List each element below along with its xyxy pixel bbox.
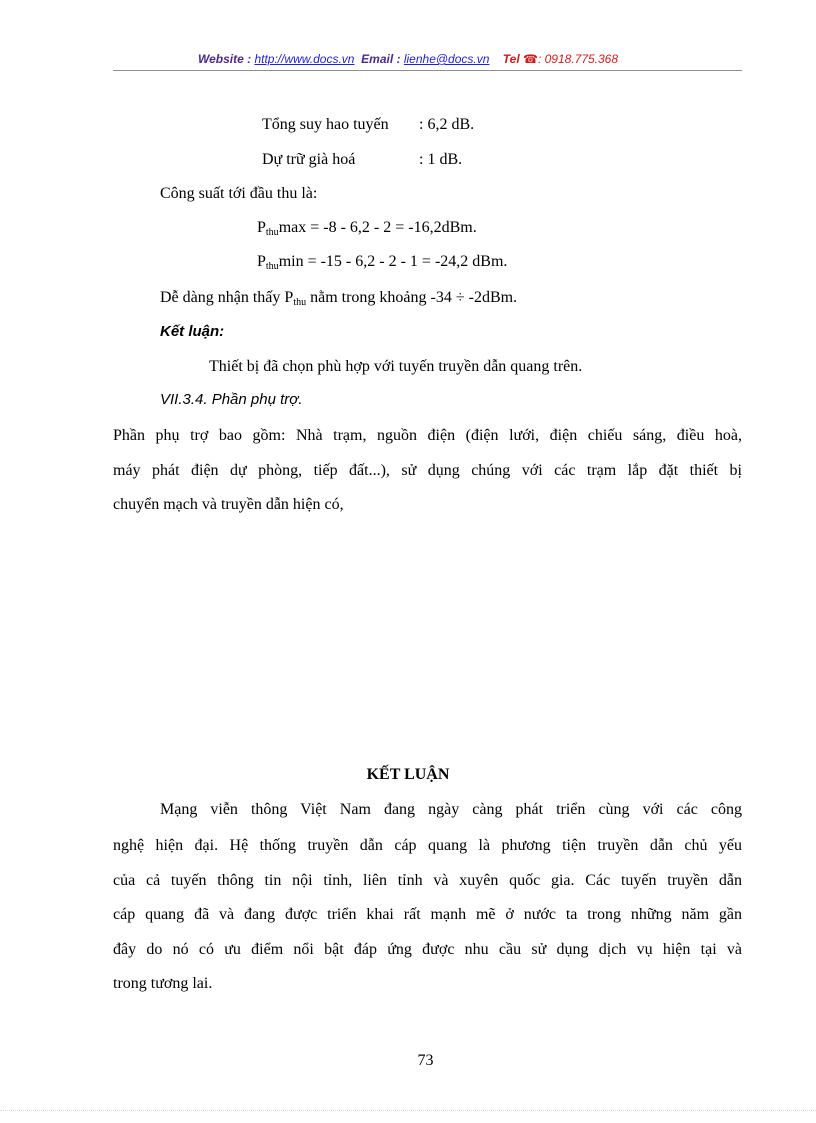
loss-label: Tổng suy hao tuyến <box>262 116 389 133</box>
power-intro: Công suất tới đầu thu là: <box>160 185 318 202</box>
website-link[interactable]: http://www.docs.vn <box>254 52 355 66</box>
header-divider <box>113 70 742 71</box>
email-link[interactable]: lienhe@docs.vn <box>403 52 490 66</box>
pmin-formula <box>257 252 507 272</box>
page-number: 73 <box>417 1052 434 1069</box>
conclusion-text: Thiết bị đã chọn phù hợp với tuyến truyền dẫn quang trên. <box>209 358 583 375</box>
section-line: chuyển mạch và truyền dẫn hiện có, <box>113 496 344 513</box>
p-subscript: thu <box>265 227 279 238</box>
range-before: Dễ dàng nhận thấy <box>160 289 285 306</box>
p-symbol: P <box>284 289 294 306</box>
tel-label: Tel ☎ <box>502 52 538 66</box>
email-separator: : <box>393 52 404 66</box>
footer-divider <box>0 1110 816 1111</box>
section-line: máy phát điện dự phòng, tiếp đất...), sử dụng chúng với các trạm lắp đặt thiết bị <box>113 462 742 479</box>
aging-value: : 1 dB. <box>419 151 463 168</box>
p-symbol: P <box>257 253 266 270</box>
conclusion-line: đây do nó có ưu điểm nổi bật đáp ứng được nhu cầu sử dụng dịch vụ hiện tại và <box>113 941 742 958</box>
tel-number[interactable]: : 0918.775.368 <box>537 52 619 66</box>
conclusion-heading: Kết luận: <box>160 323 225 340</box>
conclusion-line: Mạng viễn thông Việt Nam đang ngày càng phát triển cùng với các công <box>160 801 742 818</box>
aging-label: Dự trữ già hoá <box>262 151 356 168</box>
range-after: nằm trong khoảng -34 ÷ -2dBm. <box>306 289 518 306</box>
range-sentence <box>160 288 517 308</box>
p-subscript: thu <box>293 297 307 308</box>
loss-value: : 6,2 dB. <box>419 116 475 133</box>
pmax-rest: max = -8 - 6,2 - 2 = -16,2dBm. <box>278 219 477 236</box>
email-label: Email <box>361 52 394 66</box>
page-header <box>0 52 816 66</box>
conclusion-line: nghệ hiện đại. Hệ thống truyền dẫn cáp quang là phương tiện truyền dẫn chủ yếu <box>113 837 742 854</box>
p-symbol: P <box>257 219 266 236</box>
p-subscript: thu <box>265 261 279 272</box>
pmin-rest: min = -15 - 6,2 - 2 - 1 = -24,2 dBm. <box>278 253 508 270</box>
pmax-formula <box>257 218 477 238</box>
conclusion-line: cáp quang đã và đang được triển khai rất mạnh mẽ ở nước ta trong những năm gần <box>113 906 742 923</box>
conclusion-line: trong tương lai. <box>113 975 213 992</box>
conclusion-line: của cả tuyến thông tin nội tỉnh, liên tỉnh và xuyên quốc gia. Các tuyến truyền dẫn <box>113 872 742 889</box>
section-line: Phần phụ trợ bao gồm: Nhà trạm, nguồn điện (điện lưới, điện chiếu sáng, điều hoà, <box>113 427 742 444</box>
website-label: Website : <box>197 52 255 66</box>
conclusion-title: KẾT LUẬN <box>366 766 450 783</box>
section-heading: VII.3.4. Phần phụ trợ. <box>160 391 303 408</box>
